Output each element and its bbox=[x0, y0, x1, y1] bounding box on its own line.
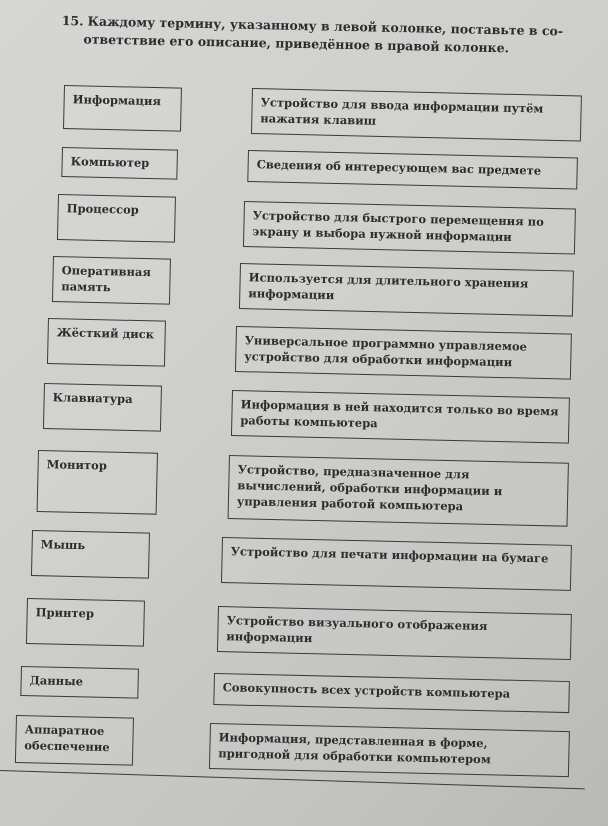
desc-box-1[interactable]: Устройство для ввода информации путём нажатия клавиш bbox=[251, 88, 582, 141]
term-box-hardware[interactable]: Аппаратное обеспечение bbox=[15, 715, 134, 766]
desc-box-6[interactable]: Информация в ней находится только во время работы компьютера bbox=[231, 390, 570, 444]
desc-box-5[interactable]: Универсальное программно управляемое устройство для обработки информации bbox=[235, 326, 572, 380]
term-box-processor[interactable]: Процессор bbox=[57, 194, 176, 243]
term-box-ram[interactable]: Оперативная память bbox=[52, 256, 171, 305]
term-box-data[interactable]: Данные bbox=[20, 666, 139, 699]
desc-box-2[interactable]: Сведения об интересующем вас предмете bbox=[247, 150, 578, 189]
task-text-line1: Каждому термину, указанному в левой колонке, поставьте в со- bbox=[87, 13, 564, 39]
term-box-information[interactable]: Информация bbox=[63, 85, 182, 132]
desc-box-4[interactable]: Используется для длительного хранения информации bbox=[239, 263, 574, 317]
desc-box-8[interactable]: Устройство для печати информации на бумаге bbox=[221, 537, 572, 591]
task-statement bbox=[61, 12, 592, 59]
desc-box-3[interactable]: Устройство для быстрого перемещения по экрану и выбора нужной информации bbox=[243, 201, 576, 255]
desc-box-7[interactable]: Устройство, предназначенное для вычислений, обработки информации и управления работой компьютера bbox=[228, 455, 569, 527]
desc-box-11[interactable]: Информация, представленная в форме, пригодной для обработки компьютером bbox=[209, 723, 570, 777]
term-box-keyboard[interactable]: Клавиатура bbox=[43, 383, 162, 432]
term-box-mouse[interactable]: Мышь bbox=[31, 530, 150, 579]
task-text-line2: ответствие его описание, приведённое в правой колонке. bbox=[83, 31, 510, 56]
term-box-printer[interactable]: Принтер bbox=[26, 598, 145, 647]
term-box-monitor[interactable]: Монитор bbox=[37, 450, 158, 515]
term-box-hard-disk[interactable]: Жёсткий диск bbox=[47, 318, 166, 367]
term-box-computer[interactable]: Компьютер bbox=[61, 147, 178, 180]
desc-box-9[interactable]: Устройство визуального отображения информации bbox=[217, 606, 572, 660]
desc-box-10[interactable]: Совокупность всех устройств компьютера bbox=[213, 673, 570, 713]
task-number: 15. bbox=[61, 12, 84, 29]
